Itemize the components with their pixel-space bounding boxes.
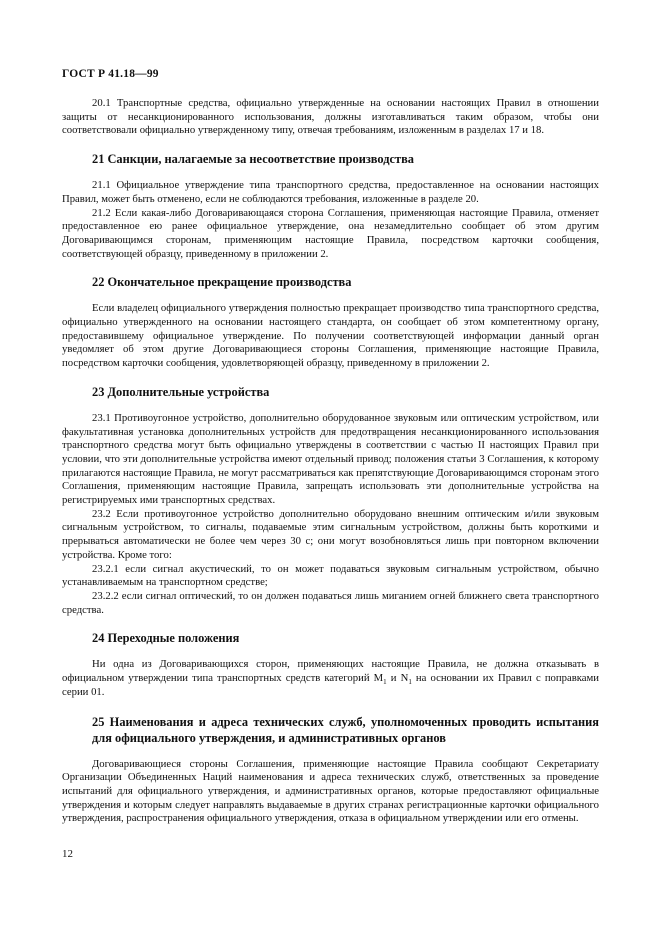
section-25-heading: 25 Наименования и адреса технических служб, уполномоченных проводить испытания для официального утверждения, и административных органов <box>92 714 599 745</box>
section-21 <box>62 152 599 261</box>
paragraph-20-1: 20.1 Транспортные средства, официально утвержденные на основании настоящих Правил в отношении защиты от несанкционированного использования, должны изготавливаться таким образом, чтобы они соответствовали официально утвержденному типу, отвечая требованиям, изложенным в разделах 17 и 18. <box>62 97 599 137</box>
section-24-heading: 24 Переходные положения <box>92 631 240 646</box>
paragraph-23-1: 23.1 Противоугонное устройство, дополнительно оборудованное звуковым или оптическим устройством, или факультативная установка дополнительных устройств для предотвращения несанкционированного использования транспортного средства могут быть официально утверждены в соответствии с частью II настоящих Правил при условии, что эти дополнительные устройства имеют отдельный привод; положения статьи 3 Соглашения, к которому прилагаются настоящие Правила, не могут рассматриваться как препятствующие Договаривающимся сторонам этого Соглашения, применяющим настоящие Правила, запрещать использовать эти дополнительные устройства на регистрируемых ими транспортных средствах. <box>62 411 599 507</box>
paragraph-23-2-1: 23.2.1 если сигнал акустический, то он может подаваться звуковым сигнальным устройством, обычно устанавливаемым на транспортном средстве; <box>62 562 599 589</box>
paragraph-24-part-1: Ни одна из Договаривающихся сторон, применяющих настоящие Правила, не должна отказывать в официальном утверждении типа транспортных средств категорий M <box>62 658 599 685</box>
subscript-n: 1 <box>408 678 412 687</box>
paragraph-24-part-3: на основании их Правил с поправками серии 01. <box>62 672 599 698</box>
paragraph-21-1: 21.1 Официальное утверждение типа транспортного средства, предоставленное на основании настоящих Правил, может быть отменено, если не соблюдаются требования, изложенные в разделе 20. <box>62 179 599 205</box>
section-20-continuation <box>62 97 599 138</box>
section-23-heading: 23 Дополнительные устройства <box>92 384 270 399</box>
document-body <box>62 97 599 826</box>
section-24 <box>62 631 599 699</box>
document-code: ГОСТ Р 41.18—99 <box>62 68 159 80</box>
section-21-heading: 21 Санкции, налагаемые за несоответствие производства <box>92 152 414 167</box>
paragraph-22: Если владелец официального утверждения полностью прекращает производство типа транспортного средства, официально утвержденного на основании настоящего стандарта, он сообщает об этом компетентному органу, предоставившему официальное утверждение. По получении соответствующей информации данный орган уведомляет об этом другие Договаривающиеся стороны Соглашения, применяющие настоящие Правила, посредством карточки сообщения, удовлетворяющей образцу, приведенному в приложении 2. <box>62 302 599 370</box>
paragraph-25: Договаривающиеся стороны Соглашения, применяющие настоящие Правила сообщают Секретариату Организации Объединенных Наций наименования и адреса технических служб, ответственных за проведение испытаний для официального утверждения, и административных органов, которые предоставляют официальные утверждения и которым следует направлять выдаваемые в других странах регистрационные карточки официального утверждения, распространения официального утверждения, отказа в официальном утверждении или его отмены. <box>62 757 599 825</box>
paragraph-21-2: 21.2 Если какая-либо Договаривающаяся сторона Соглашения, применяющая настоящие Правила, отменяет предоставленное ею ранее официальное утверждение, она незамедлительно сообщает об этом другим Договаривающимся сторонам, применяющим настоящие Правила, посредством карточки сообщения, соответствующей образцу, приведенному в приложении 2. <box>62 206 599 260</box>
page-number: 12 <box>62 848 73 860</box>
section-22-heading: 22 Окончательное прекращение производства <box>92 275 352 290</box>
paragraph-24-part-2: и N <box>386 672 409 685</box>
section-23 <box>62 385 599 618</box>
section-22 <box>62 275 599 371</box>
subscript-m: 1 <box>383 678 387 687</box>
paragraph-23-2: 23.2 Если противоугонное устройство дополнительно оборудовано внешним оптическим и/или звуковым сигнальным устройством, то сигналы, подаваемые этим сигнальным устройством, должны быть короткими и прерываться автоматически не более чем через 30 с; они могут возобновляться лишь при повторном включении устройства. Кроме того: <box>62 507 599 561</box>
paragraph-23-2-2: 23.2.2 если сигнал оптический, то он должен подаваться лишь миганием огней ближнего света транспортного средства. <box>62 589 599 616</box>
section-25 <box>62 714 599 827</box>
paragraph-24 <box>62 658 599 699</box>
